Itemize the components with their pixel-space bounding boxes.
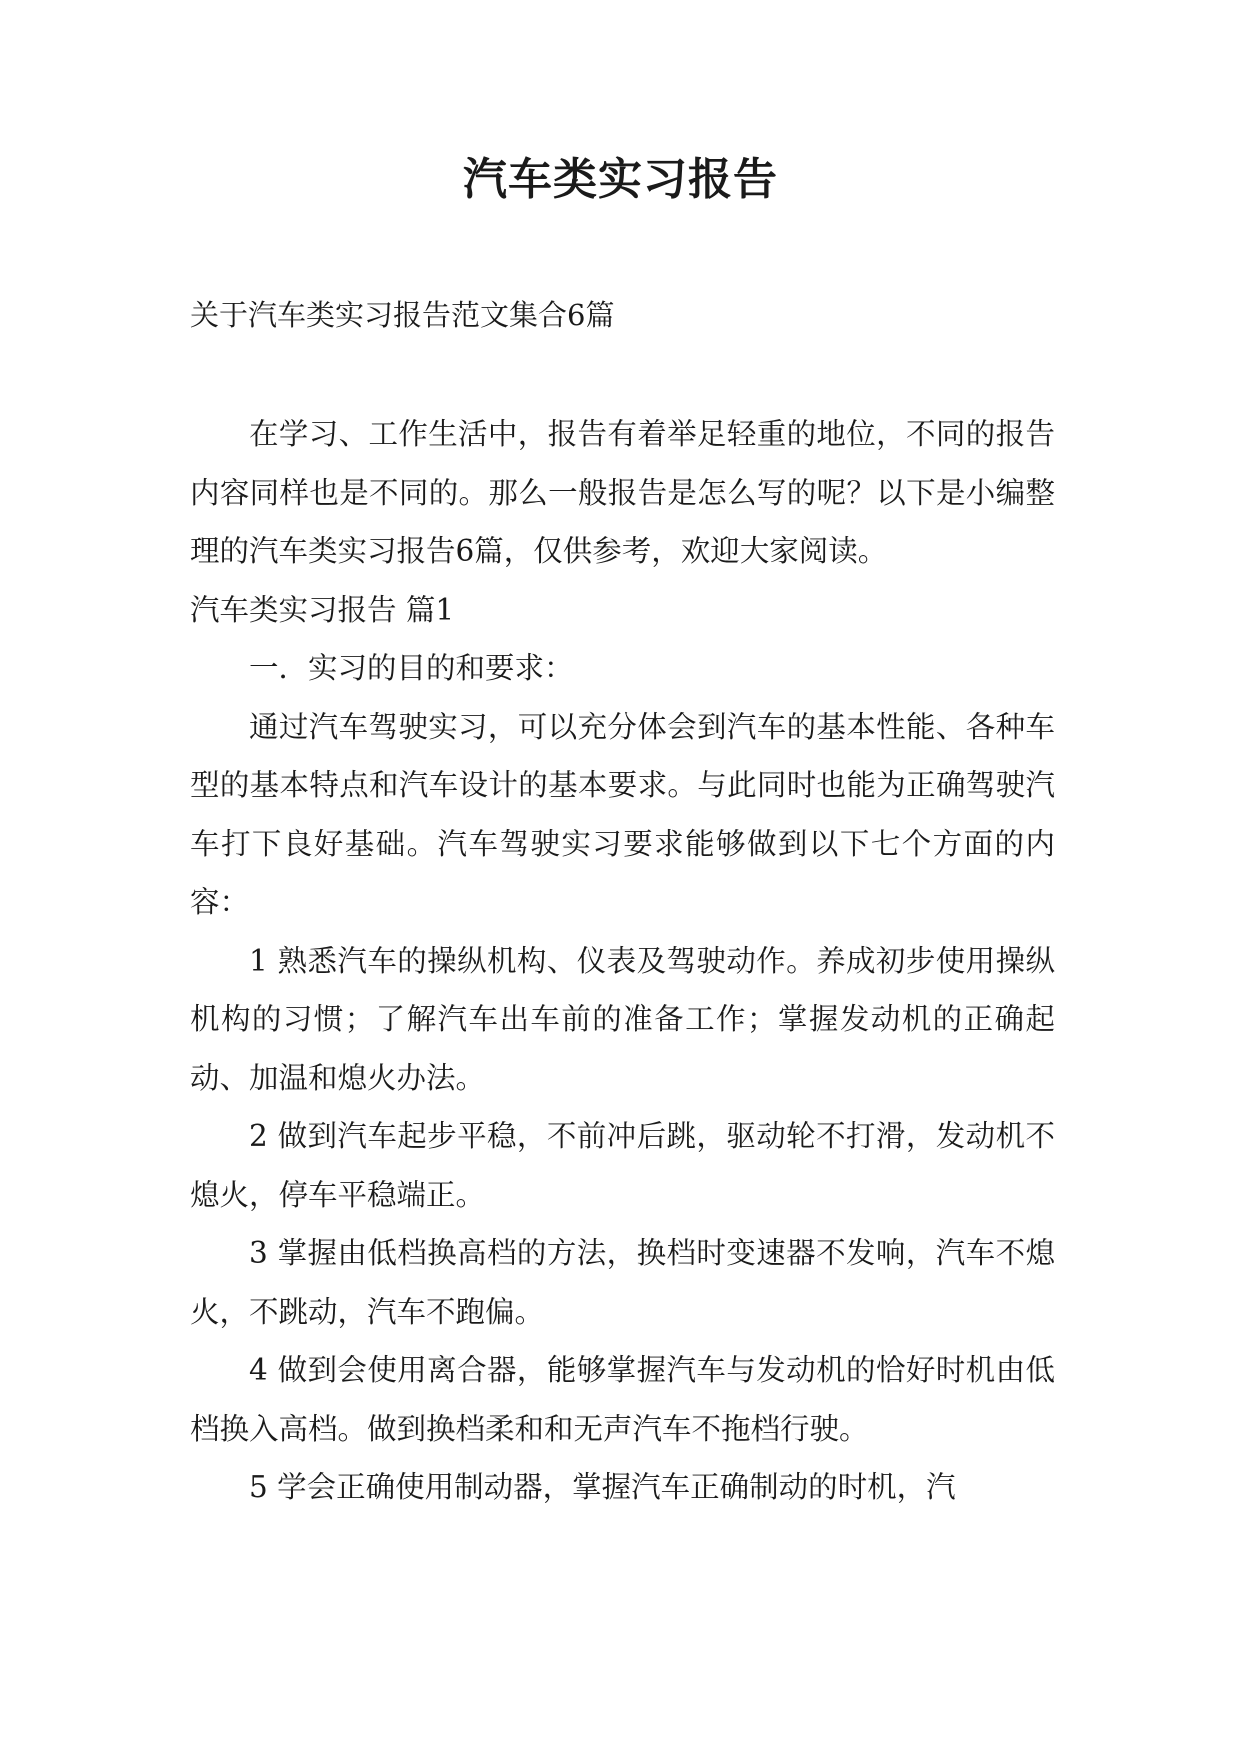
body-paragraph-item-1: 1 熟悉汽车的操纵机构、仪表及驾驶动作。养成初步使用操纵机构的习惯；了解汽车出车前的准备工作；掌握发动机的正确起动、加温和熄火办法。 (190, 943, 1055, 1095)
body-paragraph-item-2: 2 做到汽车起步平稳，不前冲后跳，驱动轮不打滑，发动机不熄火，停车平稳端正。 (190, 1119, 1055, 1212)
body-paragraph-item-4: 4 做到会使用离合器，能够掌握汽车与发动机的恰好时机由低档换入高档。做到换档柔和和无声汽车不拖档行驶。 (190, 1353, 1055, 1446)
document-subtitle: 关于汽车类实习报告范文集合6篇 (190, 298, 615, 332)
document-title: 汽车类实习报告 (463, 154, 778, 205)
body-paragraph-item-3: 3 掌握由低档换高档的方法，换档时变速器不发响，汽车不熄火，不跳动，汽车不跑偏。 (190, 1236, 1055, 1329)
body-paragraph-purpose: 通过汽车驾驶实习，可以充分体会到汽车的基本性能、各种车型的基本特点和汽车设计的基本要求。与此同时也能为正确驾驶汽车打下良好基础。汽车驾驶实习要求能够做到以下七个方面的内容： (190, 709, 1055, 919)
body-paragraph-item-5: 5 学会正确使用制动器，掌握汽车正确制动的时机，汽 (249, 1470, 956, 1504)
part-heading: 一．实习的目的和要求： (249, 651, 574, 685)
document-body (190, 405, 1055, 1517)
section-heading: 汽车类实习报告 篇1 (190, 592, 455, 627)
intro-paragraph: 在学习、工作生活中，报告有着举足轻重的地位，不同的报告内容同样也是不同的。那么一般报告是怎么写的呢？以下是小编整理的汽车类实习报告6篇，仅供参考，欢迎大家阅读。 (190, 417, 1055, 568)
